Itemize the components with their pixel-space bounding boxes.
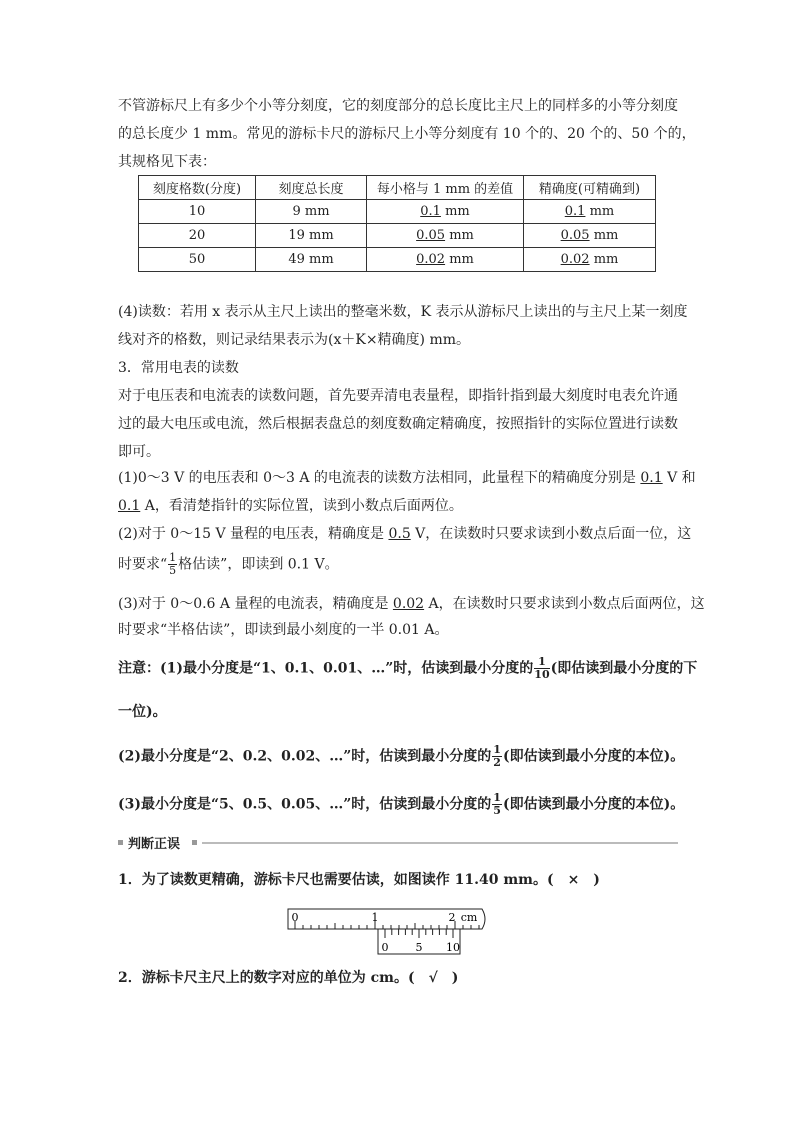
cell-difference: [367, 248, 524, 272]
fraction-numerator: 1: [493, 743, 501, 756]
item-2-text-d: 格估读”，即读到 0.1 V。: [178, 556, 339, 573]
table-row: [139, 224, 656, 248]
difference-unit: mm: [440, 204, 470, 219]
col-header-precision: 精确度(可精确到): [524, 176, 656, 200]
note-2-text-a: (2)最小分度是“2、0.2、0.02、…”时，估读到最小分度的: [118, 748, 492, 765]
section-title: 判断正误: [128, 837, 181, 852]
difference-value: 0.05: [416, 228, 446, 243]
cell-total-length: 19 mm: [256, 224, 367, 248]
difference-value: 0.02: [416, 252, 446, 267]
cell-divisions: 50: [139, 248, 256, 272]
main-label-2: 2: [448, 911, 456, 924]
note-2-line: [118, 744, 684, 769]
note-3-text-b: (即估读到最小分度的本位)。: [502, 796, 685, 813]
square-bullet-icon: [118, 840, 123, 845]
fraction-one-tenth: [534, 656, 549, 681]
item-1-text-c: A，看清楚指针的实际位置，读到小数点后面两位。: [140, 498, 463, 514]
section-rule: [202, 842, 678, 844]
cell-difference: [367, 200, 524, 224]
vernier-label-10: 10: [446, 941, 460, 954]
fraction-one-fifth: [168, 552, 177, 577]
item-3-line-1: [118, 594, 705, 614]
main-label-1: 1: [371, 911, 379, 924]
square-bullet-icon: [192, 840, 197, 845]
section-3-heading: 3．常用电表的读数: [118, 360, 239, 376]
precision-unit: mm: [589, 228, 619, 243]
col-header-total-length: 刻度总长度: [256, 176, 367, 200]
cell-precision: [524, 224, 656, 248]
cell-divisions: 20: [139, 224, 256, 248]
fraction-numerator: 1: [169, 551, 177, 564]
vernier-caliper-diagram: [286, 907, 490, 955]
fraction-denominator: 2: [493, 756, 501, 769]
precision-value: 0.1: [564, 204, 586, 219]
item-2-line-1: [118, 524, 691, 544]
note-1-text-b: (即估读到最小分度的下: [550, 660, 698, 677]
item-2-text-c: 时要求“: [118, 556, 168, 573]
table-row: [139, 248, 656, 272]
note-1-line-2: 一位)。: [118, 704, 167, 720]
reading-rule-line-1: (4)读数：若用 x 表示从主尺上读出的整毫米数，K 表示从游标尺上读出的与主尺上某一刻度: [118, 304, 688, 320]
note-1-text-a: 注意：(1)最小分度是“1、0.1、0.01、…”时，估读到最小分度的: [118, 660, 534, 677]
fraction-one-fifth: [492, 792, 502, 817]
vernier-label-5: 5: [415, 941, 423, 954]
intro-line-2: 的总长度少 1 mm。常见的游标卡尺的游标尺上小等分刻度有 10 个的、20 个的、50 个的，: [118, 126, 696, 142]
item-3-text-a: (3)对于 0～0.6 A 量程的电流表，精确度是: [118, 596, 393, 612]
cell-total-length: 9 mm: [256, 200, 367, 224]
vernier-label-0: 0: [381, 941, 389, 954]
item-3-line-2: 时要求“半格估读”，即读到最小刻度的一半 0.01 A。: [118, 622, 449, 638]
item-1-line-1: [118, 468, 696, 488]
cell-precision: [524, 248, 656, 272]
note-3-text-a: (3)最小分度是“5、0.5、0.05、…”时，估读到最小分度的: [118, 796, 492, 813]
fraction-denominator: 10: [534, 668, 550, 681]
cell-total-length: 49 mm: [256, 248, 367, 272]
fraction-denominator: 5: [493, 804, 501, 817]
main-label-unit: cm: [460, 911, 478, 924]
table-row: [139, 200, 656, 224]
intro-line-3: 其规格见下表：: [118, 154, 216, 170]
precision-value: 0.05: [560, 228, 590, 243]
fraction-numerator: 1: [534, 656, 549, 669]
difference-unit: mm: [445, 252, 474, 267]
fraction-one-half: [492, 744, 502, 769]
difference-unit: mm: [445, 228, 474, 243]
meter-intro-line-2: 过的最大电压或电流，然后根据表盘总的刻度数确定精确度，按照指针的实际位置进行读数: [118, 416, 678, 432]
fraction-numerator: 1: [493, 791, 501, 804]
question-2: 2．游标卡尺主尺上的数字对应的单位为 cm。( √ ): [118, 970, 459, 986]
item-3-answer: 0.02: [392, 596, 425, 612]
note-3-line: [118, 792, 684, 817]
item-1-text-b: V 和: [662, 470, 696, 486]
item-1-text-a: (1)0～3 V 的电压表和 0～3 A 的电流表的读数方法相同，此量程下的精确度分别是: [118, 470, 641, 486]
fraction-denominator: 5: [169, 564, 177, 577]
item-2-line-2: [118, 552, 339, 577]
item-1-answer-1: 0.1: [640, 470, 663, 486]
col-header-difference: 每小格与 1 mm 的差值: [367, 176, 524, 200]
vernier-spec-table: [138, 175, 656, 272]
question-1: 1．为了读数更精确，游标卡尺也需要估读，如图读作 11.40 mm。( × ): [118, 872, 600, 888]
cell-precision: [524, 200, 656, 224]
main-label-0: 0: [291, 911, 299, 924]
item-1-answer-2: 0.1: [118, 498, 141, 514]
note-1-line-1: [118, 656, 697, 681]
table-header-row: [139, 176, 656, 200]
meter-intro-line-1: 对于电压表和电流表的读数问题，首先要弄清电表量程，即指针指到最大刻度时电表允许通: [118, 388, 678, 404]
precision-value: 0.02: [560, 252, 590, 267]
item-2-text-b: V，在读数时只要求读到小数点后面一位，这: [410, 526, 692, 542]
difference-value: 0.1: [420, 204, 441, 219]
cell-difference: [367, 224, 524, 248]
precision-unit: mm: [589, 252, 619, 267]
item-3-text-b: A，在读数时只要求读到小数点后面两位，这: [424, 596, 705, 612]
col-header-divisions: 刻度格数(分度): [139, 176, 256, 200]
reading-rule-line-2: 线对齐的格数，则记录结果表示为(x＋K×精确度) mm。: [118, 332, 471, 348]
item-2-answer: 0.5: [388, 526, 411, 542]
item-2-text-a: (2)对于 0～15 V 量程的电压表，精确度是: [118, 526, 389, 542]
note-2-text-b: (即估读到最小分度的本位)。: [502, 748, 685, 765]
cell-divisions: 10: [139, 200, 256, 224]
intro-line-1: 不管游标尺上有多少个小等分刻度，它的刻度部分的总长度比主尺上的同样多的小等分刻度: [118, 98, 678, 114]
precision-unit: mm: [585, 204, 615, 219]
judgement-section-header: [118, 836, 678, 850]
meter-intro-line-3: 即可。: [118, 444, 160, 460]
item-1-line-2: [118, 496, 463, 516]
